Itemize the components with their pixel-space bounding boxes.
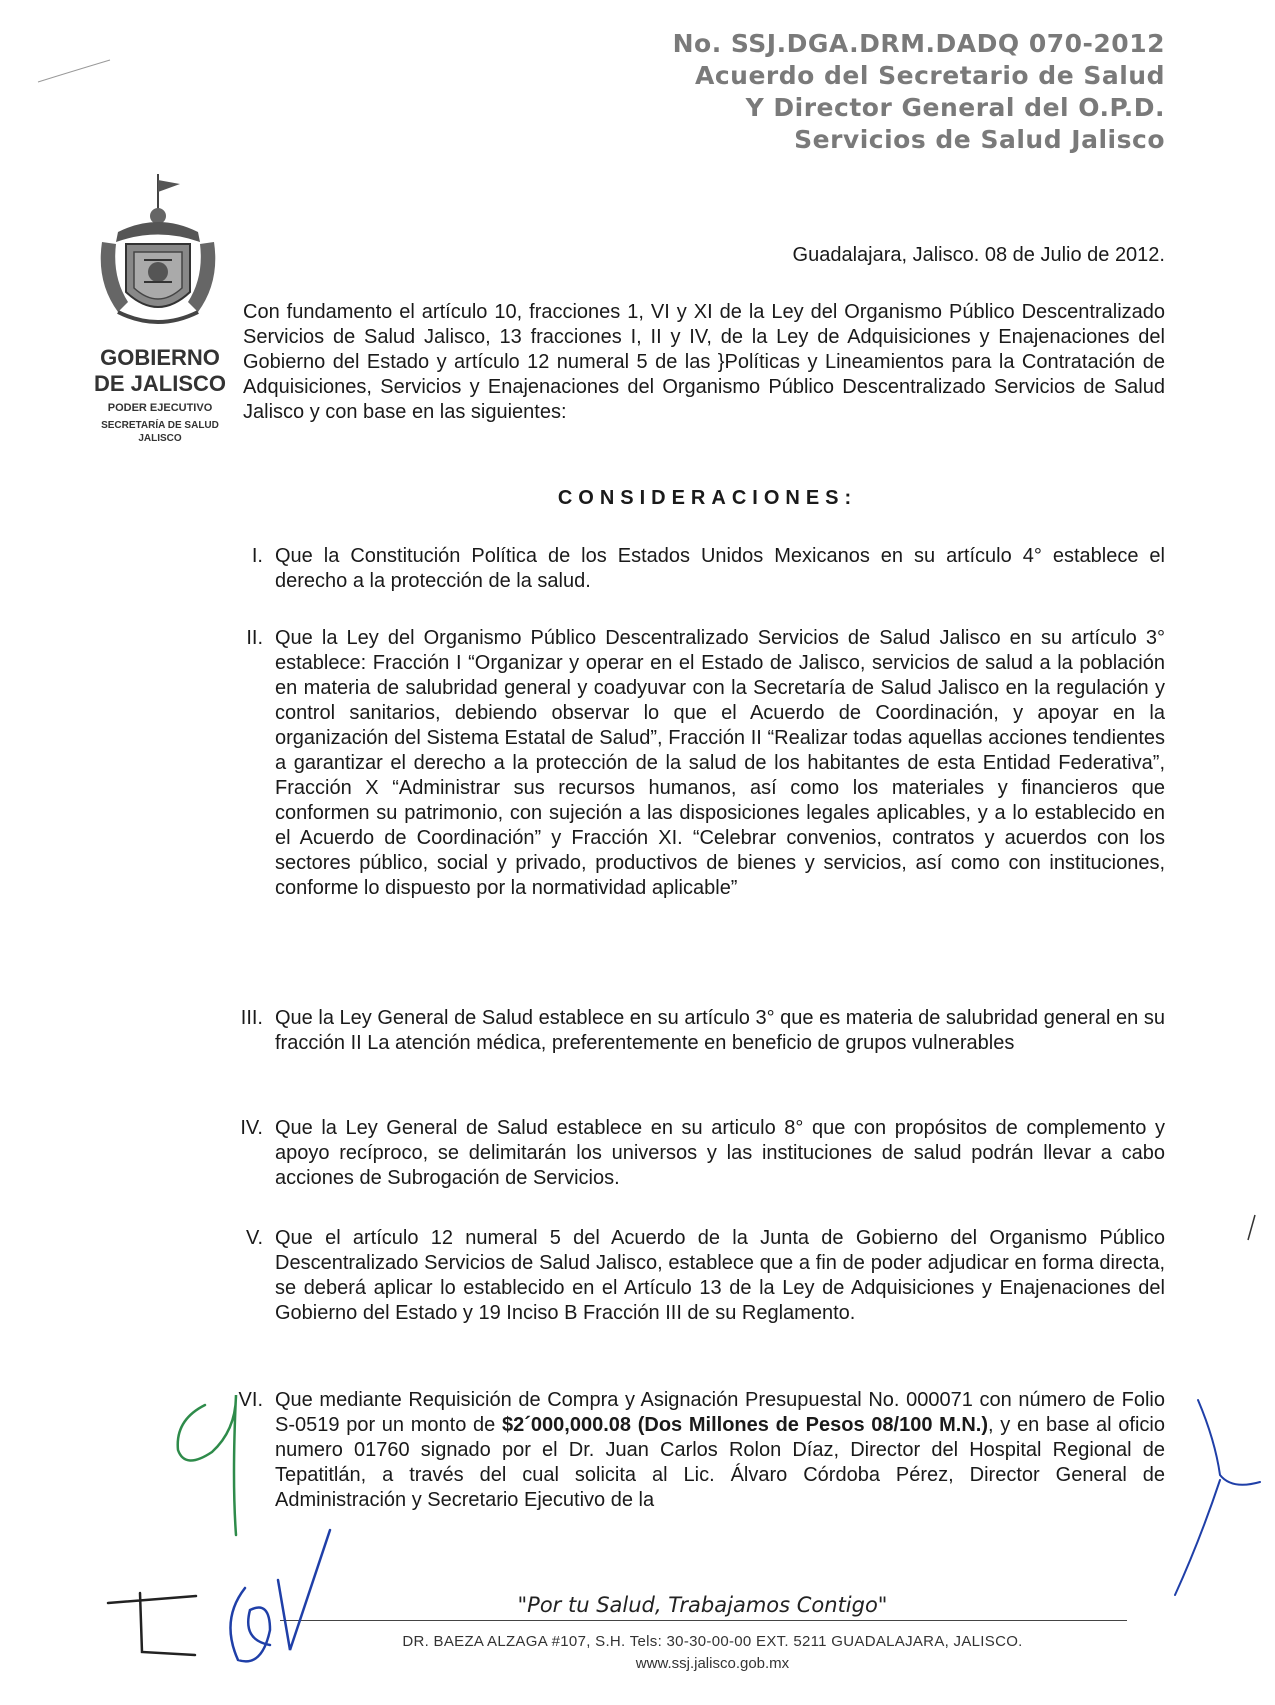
item-text-a: Que mediante Requisición de Compra y Asignación Presupuestal No. 000071 con número de Folio S-0519 por un monto de xyxy=(275,1389,1165,1436)
item-text-b: , y en base al oficio numero 01760 signado por el Dr. Juan Carlos Rolon Díaz, Director del Hospital Regional de Tepatitlán, a través del cual solicita al Lic. Álvaro Córdoba Pérez, Director General de Administración y Secretario Ejecutivo de la xyxy=(275,1414,1165,1511)
item-text xyxy=(275,1388,1165,1513)
consideration-item xyxy=(215,1226,1165,1326)
blue-check-mark xyxy=(1175,1400,1260,1595)
pencil-stroke-right xyxy=(1248,1215,1255,1240)
item-number: V. xyxy=(245,1227,263,1249)
document-number: No. SSJ.DGA.DRM.DADQ 070-2012 xyxy=(672,29,1165,58)
item-number: I. xyxy=(251,545,263,567)
item-text: Que la Ley General de Salud establece en su artículo 3° que es materia de salubridad general en su fracción II La atención médica, preferentemente en beneficio de grupos vulnerables xyxy=(275,1007,1165,1054)
item-text: Que el artículo 12 numeral 5 del Acuerdo de la Junta de Gobierno del Organismo Público Descentralizado Servicios de Salud Jalisco, establece que a fin de poder adjudicar en forma directa, se deberá aplicar lo establecido en el Artículo 13 de la Ley de Adquisiciones y Enajenaciones del Gobierno del Estado y 19 Inciso B Fracción III de su Reglamento. xyxy=(275,1227,1165,1324)
header-line-2: Acuerdo del Secretario de Salud xyxy=(694,61,1165,90)
item-number: II. xyxy=(246,627,263,649)
amount-text: $2´000,000.08 (Dos Millones de Pesos 08/100 M.N.) xyxy=(502,1414,989,1436)
consideration-item xyxy=(215,626,1165,901)
consideration-item xyxy=(215,1116,1165,1191)
item-text: Que la Constitución Política de los Estados Unidos Mexicanos en su artículo 4° establece el derecho a la protección de la salud. xyxy=(275,545,1165,592)
footer-address: DR. BAEZA ALZAGA #107, S.H. Tels: 30-30-00-00 EXT. 5211 GUADALAJARA, JALISCO. xyxy=(402,1633,1023,1650)
header-line-3: Y Director General del O.P.D. xyxy=(745,93,1165,122)
government-branch: PODER EJECUTIVO xyxy=(107,402,213,414)
item-text: Que la Ley General de Salud establece en su articulo 8° que con propósitos de complemento y apoyo recíproco, se delimitarán los universos y las instituciones de salud podrán llevar a cabo acciones de Subrogación de Servicios. xyxy=(275,1117,1165,1189)
jalisco-coat-of-arms-icon xyxy=(88,172,228,332)
pencil-stroke-top xyxy=(38,60,110,82)
footer-divider xyxy=(280,1620,1127,1621)
item-number: IV. xyxy=(240,1117,263,1139)
government-emblem-text xyxy=(90,345,230,445)
section-heading: CONSIDERACIONES: xyxy=(557,487,858,509)
consideration-item xyxy=(215,1388,1165,1513)
government-department: SECRETARÍA DE SALUD JALISCO xyxy=(101,420,219,444)
item-number: VI. xyxy=(238,1389,263,1411)
intro-paragraph: Con fundamento el artículo 10, fracciones 1, VI y XI de la Ley del Organismo Público Descentralizado Servicios de Salud Jalisco, 13 fracciones I, II y IV, de la Ley de Adquisiciones y Enajenaciones del Gobierno del Estado y artículo 12 numeral 5 de las }Políticas y Lineamientos para la Contratación de Adquisiciones, Servicios y Enajenaciones del Organismo Público Descentralizado Servicios de Salud Jalisco y con base en las siguientes: xyxy=(243,301,1165,423)
government-name: GOBIERNO DE JALISCO xyxy=(93,345,227,396)
header-line-4: Servicios de Salud Jalisco xyxy=(794,125,1165,154)
consideration-item xyxy=(215,1006,1165,1056)
document-reference-header xyxy=(673,28,1165,156)
footer-motto: "Por tu Salud, Trabajamos Contigo" xyxy=(517,1593,888,1617)
footer-website: www.ssj.jalisco.gob.mx xyxy=(635,1655,790,1672)
item-number: III. xyxy=(240,1007,263,1029)
item-text: Que la Ley del Organismo Público Descentralizado Servicios de Salud Jalisco en su artículo 3° establece: Fracción I “Organizar y operar en el Estado de Jalisco, servicios de salud a la población en materia de salubridad general y coadyuvar con la Secretaría de Salud Jalisco en la regulación y control sanitarios, debiendo observar lo que el Acuerdo de Coordinación, y apoyar en la organización del Sistema Estatal de Salud”, Fracción II “Realizar todas aquellas acciones tendientes a garantizar el derecho a la protección de la salud de los habitantes de esta Entidad Federativa”, Fracción X “Administrar sus recursos humanos, así como los materiales y financieros que conformen su patrimonio, con sujeción a las disposiciones legales aplicables, y a lo establecido en el Acuerdo de Coordinación” y Fracción XI. “Celebrar convenios, contratos y acuerdos con los sectores público, social y privado, productivos de bienes y servicios, así como con instituciones, conforme lo dispuesto por la normatividad aplicable” xyxy=(275,627,1165,899)
document-date: Guadalajara, Jalisco. 08 de Julio de 2012. xyxy=(792,244,1165,266)
consideration-item xyxy=(215,544,1165,594)
